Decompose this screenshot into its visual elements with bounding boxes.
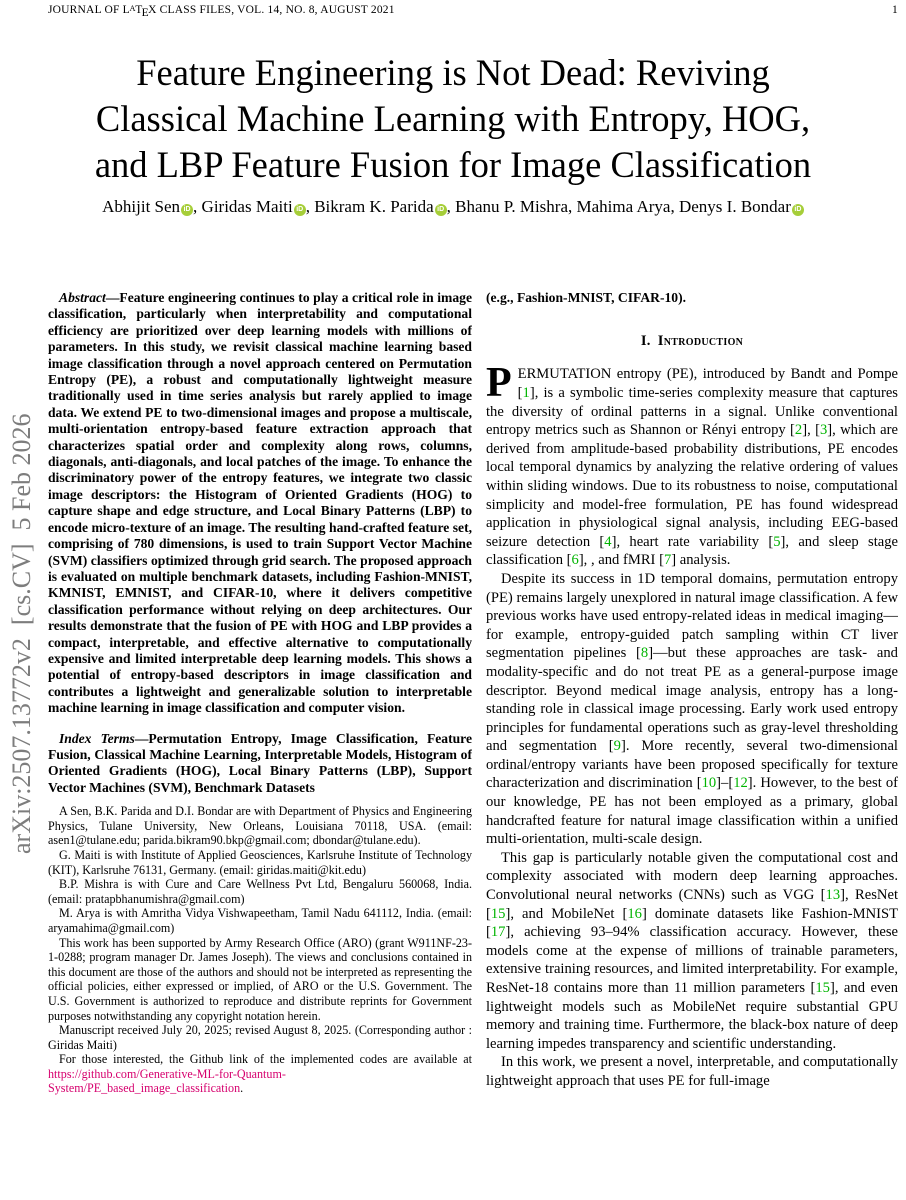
citation-link[interactable]: 9 [613, 738, 621, 755]
index-terms-text: —Permutation Entropy, Image Classification, Feature Fusion, Classical Machine Learning, Interpretable Models, Histogram of Oriented Gradients (HOG), Local Binary Patterns (LBP), Support Vector Machines (SVM), Benchmark Datasets [48, 730, 472, 795]
title-line-1: Feature Engineering is Not Dead: Reviving [136, 52, 770, 93]
author-separator: , [193, 197, 202, 216]
footnote-manuscript: Manuscript received July 20, 2025; revised August 8, 2025. (Corresponding author : Giridas Maiti) [48, 1023, 472, 1052]
right-column [486, 290, 898, 1200]
section-heading-introduction [486, 333, 898, 350]
author-name: Mahima Arya [576, 197, 671, 216]
footnote-affiliation: B.P. Mishra is with Cure and Care Wellness Pvt Ltd, Bengaluru 560068, India.(email: pratapbhanumishra@gmail.com) [48, 877, 472, 906]
running-header [48, 4, 898, 19]
citation-link[interactable]: 7 [663, 552, 672, 569]
author-name: Giridas Maiti [201, 197, 293, 216]
title-line-2: Classical Machine Learning with Entropy, HOG, [95, 98, 811, 139]
footnote-affiliation: G. Maiti is with Institute of Applied Geosciences, Karlsruhe Institute of Technology (KIT), Karlsruhe 76131, Germany. (email: giridas.maiti@kit.edu) [48, 847, 472, 877]
index-terms [48, 731, 472, 797]
footnote-github [48, 1052, 472, 1096]
footnotes-block [48, 804, 472, 1096]
section-title: Introduction [657, 333, 744, 350]
footnote-affiliation: A Sen, B.K. Parida and D.I. Bondar are with Department of Physics and Engineering Physics, Tulane University, New Orleans, Louisiana 70118, USA. (email: asen1@tulane.edu; parida.bikram90.bkp@gmail.com; dbondar@tulane.edu). [48, 804, 472, 848]
author-name: Denys I. Bondar [678, 197, 791, 216]
citation-link[interactable]: 17 [490, 924, 506, 941]
title-line-3: and LBP Feature Fusion for Image Classification [94, 144, 812, 185]
left-column [48, 290, 472, 1200]
intro-paragraph-4: In this work, we present a novel, interpretable, and computationally lightweight approach that uses PE for full-image [486, 1054, 898, 1089]
orcid-icon[interactable]: iD [294, 204, 306, 216]
author-line [20, 197, 886, 217]
citation-link[interactable]: 16 [627, 905, 642, 922]
orcid-icon[interactable]: iD [792, 204, 804, 216]
author-separator: , [670, 197, 679, 216]
intro-paragraph-2: Despite its success in 1D temporal domains, permutation entropy (PE) remains largely unexplored in natural image classification. A few previous works have used entropy-related ideas in medical imaging—for example, entropy-guided patch sampling within CT liver segmentation pipelines [8]—but these approaches are task- and modality-specific and do not treat PE as a general-purpose image descriptor. Beyond medical image analysis, entropy has a long-standing role in classical image processing. Early work used entropy principles for fundamental operations such as gray-level thresholding and segmentation [9]. More recently, several two-dimensional ordinal/entropy variants have been proposed specifically for texture characterization and discrimination [10]–[12]. However, to the best of our knowledge, PE has not been employed as a primary, global handcrafted feature for natural image classification within a unified multi-orientation, multi-scale design. [486, 570, 898, 848]
orcid-icon[interactable]: iD [181, 204, 193, 216]
citation-link[interactable]: 8 [640, 645, 649, 662]
footnote-github-text: For those interested, the Github link of the implemented codes are available at [59, 1052, 472, 1067]
author-separator: , [305, 197, 315, 216]
citation-link[interactable]: 15 [815, 980, 830, 996]
arxiv-banner: arXiv:2507.13772v2 [cs.CV] 5 Feb 2026 [7, 413, 36, 855]
citation-link[interactable]: 13 [825, 887, 841, 904]
paper-title [55, 50, 851, 188]
abstract [48, 290, 472, 717]
intro-paragraph-3: This gap is particularly notable given the computational cost and complexity associated with modern deep learning approaches. Convolutional neural networks (CNNs) such as VGG [13], ResNet [15], and MobileNet [16] dominate datasets like Fashion-MNIST [17], achieving 93–94% classification accuracy. However, these models come at the expense of millions of trainable parameters, extensive training resources, and limited interpretability. For example, ResNet-18 contains more than 11 million parameters [15], and even lightweight models such as MobileNet require substantial GPU memory and training time. Furthermore, the black-box nature of deep learning impedes transparency and scientific understanding. [486, 849, 898, 1052]
author-name: Bhanu P. Mishra [455, 197, 569, 216]
journal-header: JOURNAL OF LATEX CLASS FILES, VOL. 14, NO. 8, AUGUST 2021 [48, 4, 395, 19]
author-separator: , [568, 197, 577, 216]
author-name: Abhijit Sen [102, 197, 181, 216]
section-number: I. [640, 333, 651, 350]
citation-link[interactable]: 3 [819, 422, 828, 439]
dropcap-letter: P [486, 360, 512, 407]
author-separator: , [446, 197, 456, 216]
page-number: 1 [892, 4, 898, 16]
citation-link[interactable]: 6 [571, 552, 579, 569]
citation-link[interactable]: 2 [794, 422, 803, 439]
github-link[interactable]: https://github.com/Generative-ML-for-Quantum-System/PE_based_image_classification [48, 1066, 286, 1096]
citation-link[interactable]: 5 [773, 533, 781, 550]
orcid-icon[interactable]: iD [435, 204, 447, 216]
author-name: Bikram K. Parida [314, 197, 434, 216]
citation-link[interactable]: 1 [522, 385, 530, 401]
citation-link[interactable]: 12 [733, 775, 748, 792]
abstract-label: Abstract [59, 290, 106, 305]
citation-link[interactable]: 4 [604, 533, 612, 550]
abstract-text: —Feature engineering continues to play a critical role in image classification, particularly when interpretability and computational efficiency are prioritized over deep learning models with millions of parameters. In this study, we revisit classical machine learning based image classification through a novel approach centered on Permutation Entropy (PE), a robust and computationally lightweight measure traditionally used in time series analysis but rarely applied to image data. We extend PE to two-dimensional images and propose a multiscale, multi-orientation entropy-based feature extraction approach that characterizes spatial order and complexity along rows, columns, diagonals, anti-diagonals, and local patches of the image. To enhance the discriminatory power of the entropy features, we integrate two classic image descriptors: the Histogram of Oriented Gradients (HOG) to capture shape and edge structure, and Local Binary Patterns (LBP) to encode micro-texture of an image. The resulting hand-crafted feature set, comprising of 780 dimensions, is used to train Support Vector Machine (SVM) classifiers optimized through grid search. The proposed approach is evaluated on multiple benchmark datasets, including Fashion-MNIST, KMNIST, EMNIST, and CIFAR-10, where it delivers competitive classification performance without relying on deep architectures. Our results demonstrate that the fusion of PE with HOG and LBP provides a compact, interpretable, and effective alternative to computationally expensive and limited interpretable deep learning models. This shows a potential of entropy-based descriptors in image classification and contributes a lightweight and generalizable solution to interpretable machine learning in image classification and computer vision. [48, 290, 472, 716]
footnote-affiliation: M. Arya is with Amritha Vidya Vishwapeetham, Tamil Nadu 641112, India. (email: aryamahima@gmail.com) [48, 906, 472, 935]
paragraph-text: ERMUTATION entropy (PE), introduced by Bandt and Pompe [1], is a symbolic time-series complexity measure that captures the diversity of ordinal patterns in a signal. Unlike conventional entropy metrics such as Shannon or Rényi entropy [2], [3], which are derived from amplitude-based probability distributions, PE encodes local temporal dynamics by analyzing the relative ordering of values within sliding windows. Due to its robustness to noise, computational simplicity and model-free formulation, PE has found widespread application in physiological signal analysis, including EEG-based seizure detection [4], heart rate variability [5], and sleep stage classification [6], , and fMRI [7] analysis. [486, 366, 898, 569]
footnote-github-period: . [240, 1081, 244, 1096]
citation-link[interactable]: 10 [701, 775, 717, 792]
citation-link[interactable]: 15 [490, 905, 506, 922]
footnote-funding: This work has been supported by Army Research Office (ARO) (grant W911NF-23-1-0288; program manager Dr. James Joseph). The views and conclusions contained in this document are those of the authors and should not be interpreted as representing the official policies, either expressed or implied, of ARO or the U.S. Government. The U.S. Government is authorized to reproduce and distribute reprints for Government purposes notwithstanding any copyright notation herein. [48, 935, 472, 1023]
index-terms-continued: (e.g., Fashion-MNIST, CIFAR-10). [486, 290, 686, 305]
intro-paragraph-1 [486, 360, 898, 570]
index-terms-label: Index Terms [59, 730, 135, 746]
